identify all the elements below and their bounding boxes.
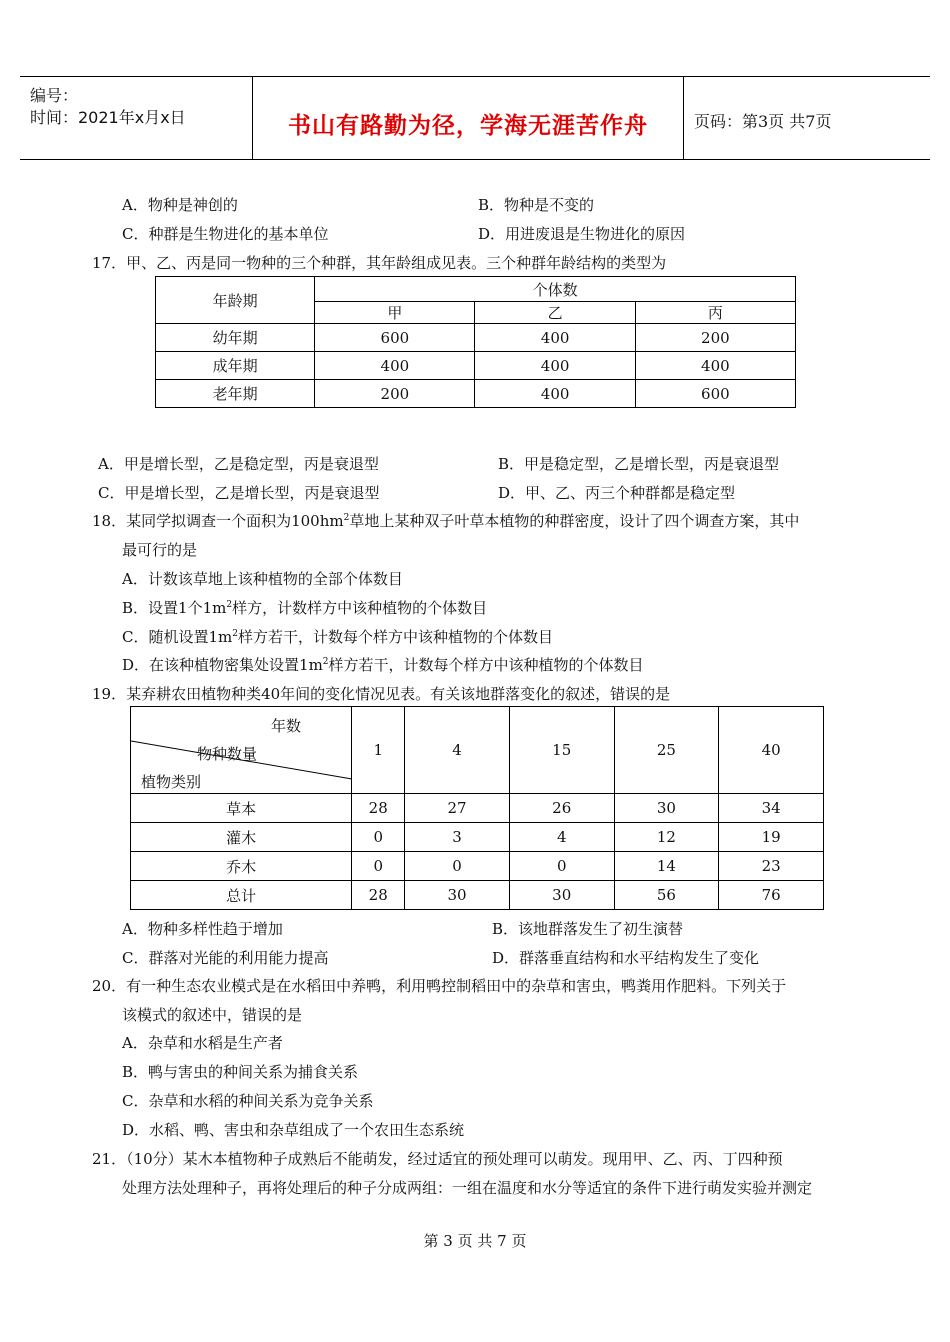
cell: 27	[405, 794, 510, 823]
row-label: 草本	[131, 794, 352, 823]
year-cell: 1	[352, 707, 405, 794]
q19-option-c: C．群落对光能的利用能力提高	[122, 949, 329, 967]
q19-header-diagonal	[131, 707, 352, 794]
q18-option-a: A．计数该草地上该种植物的全部个体数目	[122, 570, 403, 588]
q17-table	[155, 276, 796, 408]
year-cell: 4	[405, 707, 510, 794]
cell: 0	[405, 852, 510, 881]
q17-option-a: A．甲是增长型，乙是稳定型，丙是衰退型	[98, 455, 379, 473]
cell: 23	[719, 852, 824, 881]
q20-option-d: D．水稻、鸭、害虫和杂草组成了一个农田生态系统	[122, 1121, 465, 1139]
cell: 34	[719, 794, 824, 823]
serial-label: 编号：	[30, 86, 79, 105]
q17-col-age: 年龄期	[156, 277, 315, 324]
cell: 30	[614, 794, 719, 823]
q17-option-c: C．甲是增长型，乙是增长型，丙是衰退型	[98, 484, 380, 502]
table-row	[131, 881, 824, 910]
q16-option-c: C．种群是生物进化的基本单位	[122, 225, 329, 243]
table-row	[156, 380, 796, 408]
q21-line-1: 21．（10分）某木本植物种子成熟后不能萌发，经过适宜的预处理可以萌发。现用甲、乙、丙、丁四种预	[92, 1150, 783, 1168]
row-label: 成年期	[156, 352, 315, 380]
cell: 0	[352, 852, 405, 881]
cell: 0	[509, 852, 614, 881]
cell: 56	[614, 881, 719, 910]
row-label: 乔木	[131, 852, 352, 881]
cell: 200	[635, 324, 795, 352]
q21-line-2: 处理方法处理种子，再将处理后的种子分成两组：一组在温度和水分等适宜的条件下进行萌发实验并测定	[122, 1179, 813, 1197]
q19-stem: 19．某弃耕农田植物种类40年间的变化情况见表。有关该地群落变化的叙述，错误的是	[92, 685, 671, 703]
q19-option-d: D．群落垂直结构和水平结构发生了变化	[492, 949, 760, 967]
table-row	[156, 352, 796, 380]
cell: 76	[719, 881, 824, 910]
row-label: 老年期	[156, 380, 315, 408]
q20-stem-line-1: 20．有一种生态农业模式是在水稻田中养鸭，利用鸭控制稻田中的杂草和害虫，鸭粪用作肥料。下列关于	[92, 977, 787, 995]
cell: 12	[614, 823, 719, 852]
q18-option-d: D．在该种植物密集处设置$1m^2$样方若干，计数每个样方中该种植物的个体数目	[122, 656, 644, 674]
year-cell: 15	[509, 707, 614, 794]
q17-group: 甲	[315, 302, 475, 324]
table-row	[131, 794, 824, 823]
cell: 200	[315, 380, 475, 408]
q16-option-b: B．物种是不变的	[478, 196, 595, 214]
cell: 26	[509, 794, 614, 823]
q17-option-b: B．甲是稳定型，乙是增长型，丙是衰退型	[498, 455, 780, 473]
q19-option-b: B．该地群落发生了初生演替	[492, 920, 684, 938]
header-year: 年数	[271, 717, 302, 735]
page-footer: 第 3 页 共 7 页	[423, 1232, 527, 1250]
cell: 0	[352, 823, 405, 852]
q19-table	[130, 706, 824, 910]
cell: 14	[614, 852, 719, 881]
q18-option-c: C．随机设置$1m^2$样方若干，计数每个样方中该种植物的个体数目	[122, 628, 553, 646]
q20-option-a: A．杂草和水稻是生产者	[122, 1034, 283, 1052]
table-row	[156, 324, 796, 352]
cell: 400	[635, 352, 795, 380]
table-row	[131, 823, 824, 852]
q17-stem: 17．甲、乙、丙是同一物种的三个种群，其年龄组成见表。三个种群年龄结构的类型为	[92, 254, 667, 272]
cell: 4	[509, 823, 614, 852]
cell: 28	[352, 881, 405, 910]
header-right	[682, 77, 930, 159]
header-species: 物种数量	[197, 745, 258, 763]
cell: 28	[352, 794, 405, 823]
cell: 400	[475, 352, 635, 380]
row-label: 幼年期	[156, 324, 315, 352]
q17-group: 乙	[475, 302, 635, 324]
row-label: 灌木	[131, 823, 352, 852]
cell: 400	[315, 352, 475, 380]
row-label: 总计	[131, 881, 352, 910]
header-type: 植物类别	[141, 773, 202, 791]
q16-option-d: D．用进废退是生物进化的原因	[478, 225, 686, 243]
motto: 书山有路勤为径，学海无涯苦作舟	[288, 113, 648, 139]
q18-stem-line-1: 18．某同学拟调查一个面积为$100hm^2$草地上某种双子叶草本植物的种群密度，设计了四个调查方案，其中	[92, 512, 800, 530]
cell: 19	[719, 823, 824, 852]
q18-option-b: B．设置1个$1m^2$样方，计数样方中该种植物的个体数目	[122, 599, 488, 617]
cell: 3	[405, 823, 510, 852]
q16-option-a: A．物种是神创的	[122, 196, 238, 214]
table-row	[131, 852, 824, 881]
page-label: 页码：第3页 共7页	[694, 112, 832, 131]
cell: 400	[475, 324, 635, 352]
page-header	[20, 76, 930, 160]
time-label: 时间：2021年x月x日	[30, 108, 186, 127]
cell: 30	[405, 881, 510, 910]
q20-stem-line-2: 该模式的叙述中，错误的是	[122, 1006, 303, 1024]
q17-group: 丙	[635, 302, 795, 324]
year-cell: 25	[614, 707, 719, 794]
cell: 30	[509, 881, 614, 910]
year-cell: 40	[719, 707, 824, 794]
cell: 600	[635, 380, 795, 408]
header-left	[20, 77, 252, 159]
q20-option-c: C．杂草和水稻的种间关系为竞争关系	[122, 1092, 374, 1110]
q19-option-a: A．物种多样性趋于增加	[122, 920, 283, 938]
q20-option-b: B．鸭与害虫的种间关系为捕食关系	[122, 1063, 359, 1081]
q17-option-d: D．甲、乙、丙三个种群都是稳定型	[498, 484, 736, 502]
q18-stem-line-2: 最可行的是	[122, 541, 198, 559]
q17-col-count: 个体数	[315, 277, 796, 302]
cell: 600	[315, 324, 475, 352]
cell: 400	[475, 380, 635, 408]
header-middle	[252, 77, 684, 159]
